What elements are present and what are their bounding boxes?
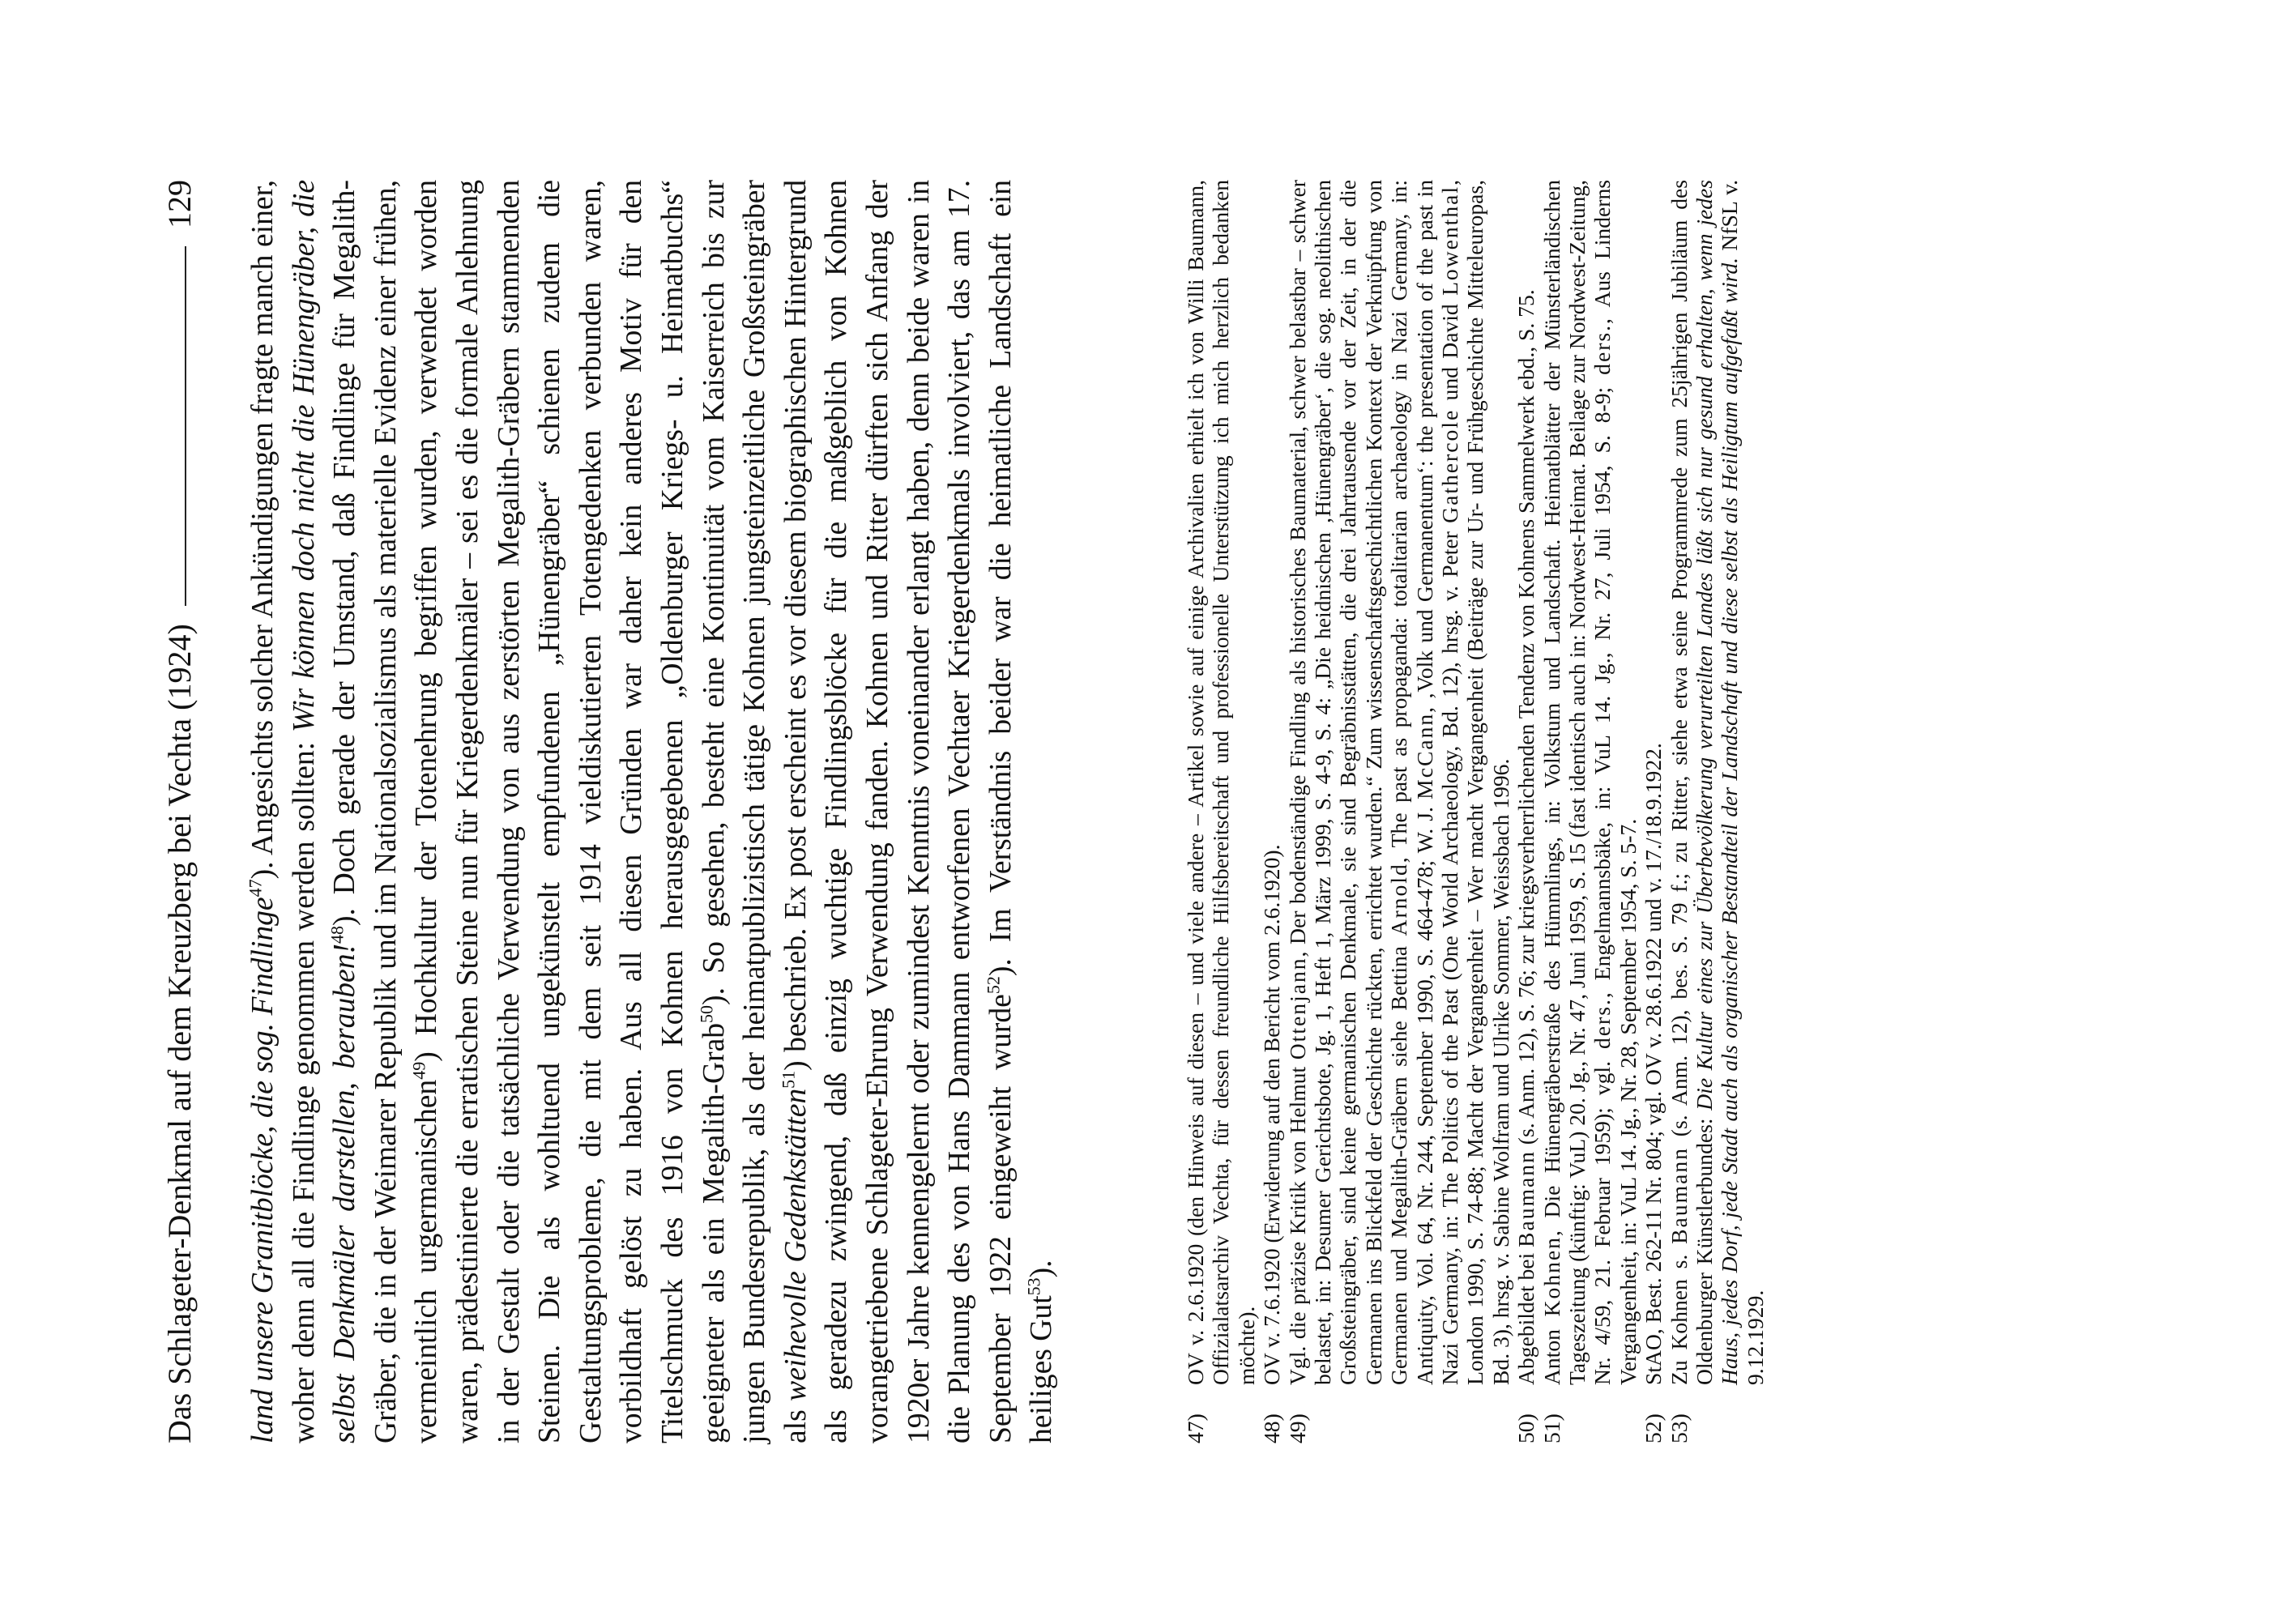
author-name: ders. <box>1590 323 1615 375</box>
footnote-49 <box>1285 180 1514 1443</box>
footnote-separator <box>1063 180 1183 1443</box>
footnote-text <box>1285 180 1514 1385</box>
footnote-number: 51) <box>1538 1413 1564 1443</box>
footnotes <box>1183 180 1768 1443</box>
running-header <box>154 180 199 1443</box>
body-quote: Wir können doch nicht die Hünengräber, die selbst Denkmäler darstellen, berauben! <box>287 180 362 1443</box>
footnote-segment: NfSL v. 9.12.1929. <box>1717 180 1768 1385</box>
footnote-number: 50) <box>1513 1413 1539 1443</box>
footnote-segment: , Aus Linderns Vergangenheit, in: VuL 14. Jg., Nr. 28, September 1954, S. 5-7. <box>1590 180 1641 1385</box>
body-paragraph <box>243 180 1063 1443</box>
author-name: Lowenthal <box>1436 185 1462 296</box>
footnote-segment: Zu Kohnen s. <box>1666 1243 1692 1385</box>
footnote-ref-53[interactable]: 53 <box>1023 1277 1044 1296</box>
footnote-text <box>1539 180 1641 1385</box>
footnote-text <box>1259 180 1284 1385</box>
footnote-51 <box>1539 180 1641 1443</box>
footnote-ref-48[interactable]: 48 <box>326 926 348 944</box>
footnote-number: 48) <box>1259 1413 1285 1443</box>
footnote-ref-51[interactable]: 51 <box>778 1070 799 1089</box>
footnote-segment: , Der bodenständige Findling als historisches Baumaterial, schwer belastbar – schwer belastet, in: Desumer Gerichtsbote, Jg. 1, Heft 1, März 1999, S. 4-9, S. 4: „Die heidnischen ‚Hünengräber‘, die sog. neolithischen Großsteingräber, sind keine germanischen Denkmale, sie sind Begräbnisstätten, die drei Jahrtausende vor der Zeit, in der die Germanen ins Blickfeld der Geschichte rückten, errichtet wurden.“ Zum wissenschaftsgeschichtlichen Kontext der Verknüpfung von Germanen und Megalith-Gräbern siehe Bettina <box>1284 180 1412 1385</box>
body-quote: weihevolle Gedenkstätten <box>779 1088 813 1401</box>
footnote-53 <box>1667 180 1769 1443</box>
footnote-segment: , Engelmannsbäke, in: VuL 14. Jg., Nr. 27, Juli 1954, S. 8-9; <box>1590 374 1615 999</box>
body-segment: ). So gesehen, besteht eine Kontinuität vom Kaiserreich bis zur jungen Bundesrepublik, als der heimatpublizistisch tätige Kohnen jungsteinzeitliche Großsteingräber als <box>697 180 813 1443</box>
footnote-segment: , The past as propaganda: totalitarian archaeology in Nazi Germany, in: Antiquity, Vol. 64, Nr. 244, September 1990, S. 464-478; W. J. <box>1386 180 1437 1385</box>
body-segment: ). Doch gerade der Umstand, daß Findlinge für Megalith-Gräber, die in der Weimarer Republik und im Nationalsozialismus als materielle Evidenz einer frühen, vermeintlich urgermanischen <box>328 180 444 1443</box>
author-name: Baumann <box>1666 1147 1692 1244</box>
footnote-quote: Die Kultur eines zur Überbevölkerung verurteilten Landes läßt sich nur gesund erhalten, wenn jedes Haus, jedes Dorf, jede Stadt auch als organischer Bestandteil der Landschaft und diese selbst als Heiligtum aufgefaßt wird. <box>1692 180 1743 1385</box>
page-content <box>154 180 2155 1443</box>
page-number: 129 <box>161 180 198 228</box>
footnote-ref-49[interactable]: 49 <box>408 1061 429 1080</box>
footnote-segment: Anton <box>1538 1316 1564 1385</box>
author-name: Baumann <box>1513 1150 1539 1247</box>
footnote-text <box>1667 180 1769 1385</box>
running-title: Das Schlageter-Denkmal auf dem Kreuzberg bei Vechta (1924) <box>161 624 198 1443</box>
footnote-segment: Vgl. die präzise Kritik von Helmut <box>1284 1059 1310 1385</box>
author-name: Arnold <box>1386 863 1412 936</box>
author-name: Ottenjann <box>1284 957 1310 1060</box>
footnote-ref-47[interactable]: 47 <box>245 879 266 897</box>
body-segment: ). Angesichts solcher Ankündigungen fragte manch einer, woher denn all die Findlinge genommen werden sollten: <box>246 180 321 1443</box>
body-segment: ). Im Verständnis beider war die heimatliche Landschaft ein heiliges Gut <box>984 180 1059 1443</box>
footnote-text <box>1641 180 1666 1385</box>
footnote-segment: (s. Anm. 12), S. 76; zur kriegsverherrlichenden Tendenz von Kohnens Sammelwerk ebd., S. 75. <box>1513 289 1539 1151</box>
body-segment: ) Hochkultur der Totenehrung begriffen wurden, verwendet worden waren, prädestinierte die erratischen Steine nun für Kriegerdenkmäler – sei es die formale Anlehnung in der Gestalt oder die tatsächliche Verwendung von aus zerstörten Megalith-Gräbern stammenden Steinen. Die als wohltuend ungekünstelt empfundenen „Hünengräber“ schienen zudem die Gestaltungsprobleme, die mit dem seit 1914 vieldiskutierten Totengedenken verbunden waren, vorbildhaft gelöst zu haben. Aus all diesen Gründen war daher kein anderes Motiv für den Titelschmuck des 1916 von Kohnen herausgegebenen „Oldenburger Kriegs- u. Heimatbuchs“ geeigneter als ein Megalith-Grab <box>410 180 731 1443</box>
footnote-segment: (s. Anm. 12), bes. S. 79 f.; zu Ritter, siehe etwa seine Programmrede zum 25jährigen Jubiläum des Oldenburger Künstlerbundes: <box>1666 180 1717 1385</box>
footnote-segment: , ‚Volk und Germanentum‘: the presentation of the past in Nazi Germany, in: The Politics of the Past (One World Archaeology, Bd. 12), hrsg. v. Peter <box>1411 180 1462 1385</box>
footnote-number: 49) <box>1284 1413 1310 1443</box>
footnote-52 <box>1641 180 1666 1443</box>
footnote-ref-50[interactable]: 50 <box>696 1004 716 1023</box>
footnote-50 <box>1513 180 1538 1443</box>
footnote-48 <box>1259 180 1284 1443</box>
footnote-segment: Abgebildet bei <box>1513 1247 1539 1385</box>
body-segment: land unsere Granitblöcke, die sog. Findlinge <box>246 897 280 1443</box>
footnote-segment: , London 1990, S. 74-88; Macht der Vergangenheit – Wer macht Vergangenheit (Beiträge zur Ur- und Frühgeschichte Mitteleuropas, Bd. 3), hrsg. v. Sabine Wolfram und Ulrike Sommer, Weissbach 1996. <box>1436 180 1513 1385</box>
body-segment: ) beschrieb. Ex post erscheint es vor diesem biographischen Hintergrund als geradezu zwingend, daß einzig wuchtige Findlingsblöcke für die maßgeblich von Kohnen vorangetriebene Schlageter-Ehrung Verwendung fanden. Kohnen und Ritter dürften sich Anfang der 1920er Jahre kennengelernt oder zumindest Kenntnis voneinander erlangt haben, denn beide waren in die Planung des von Hans Dammann entworfenen Vechtaer Kriegerdenkmals involviert, das am 17. September 1922 eingeweiht wurde <box>779 179 1018 1443</box>
footnote-segment: , Die Hünengräberstraße des Hümmlings, in: Volkstum und Landschaft. Heimatblätter der Münsterländischen Tageszeitung (künftig: VuL) 20. Jg., Nr. 47, Juni 1959, S. 15 (fast identisch auch in: Nordwest-Heimat. Beilage zur Nordwest-Zeitung, Nr. 4/59, 21. Februar 1959); vgl. <box>1538 180 1615 1385</box>
author-name: Kohnen <box>1538 1236 1564 1317</box>
body-segment: ). <box>1025 1260 1059 1278</box>
footnote-text <box>1183 180 1259 1385</box>
footnote-number: 53) <box>1666 1413 1692 1443</box>
footnote-number: 47) <box>1182 1413 1208 1443</box>
footnote-segment: OV v. 2.6.1920 (den Hinweis auf diesen – und viele andere – Artikel sowie auf einige Archivalien erhielt ich von Willi Baumann, Offizialatsarchiv Vechta, für dessen freundliche Hilfsbereitschaft und professionelle Unterstützung ich mich herzlich bedanken möchte). <box>1182 180 1259 1385</box>
footnote-47 <box>1183 180 1259 1443</box>
author-name: McCann <box>1411 712 1437 799</box>
footnote-segment: und David <box>1436 295 1462 409</box>
footnote-segment: StAO, Best. 262-11 Nr. 804; vgl. OV v. 28.6.1922 und v. 17./18.9.1922. <box>1641 743 1667 1385</box>
main-text <box>243 180 1063 1443</box>
header-rule <box>185 246 186 606</box>
footnote-ref-52[interactable]: 52 <box>983 976 1004 995</box>
author-name: ders. <box>1590 998 1615 1050</box>
footnote-segment: OV v. 7.6.1920 (Erwiderung auf den Bericht vom 2.6.1920). <box>1259 844 1285 1385</box>
author-name: Gathercole <box>1436 408 1462 523</box>
footnote-number: 52) <box>1641 1413 1667 1443</box>
footnote-text <box>1513 180 1538 1385</box>
